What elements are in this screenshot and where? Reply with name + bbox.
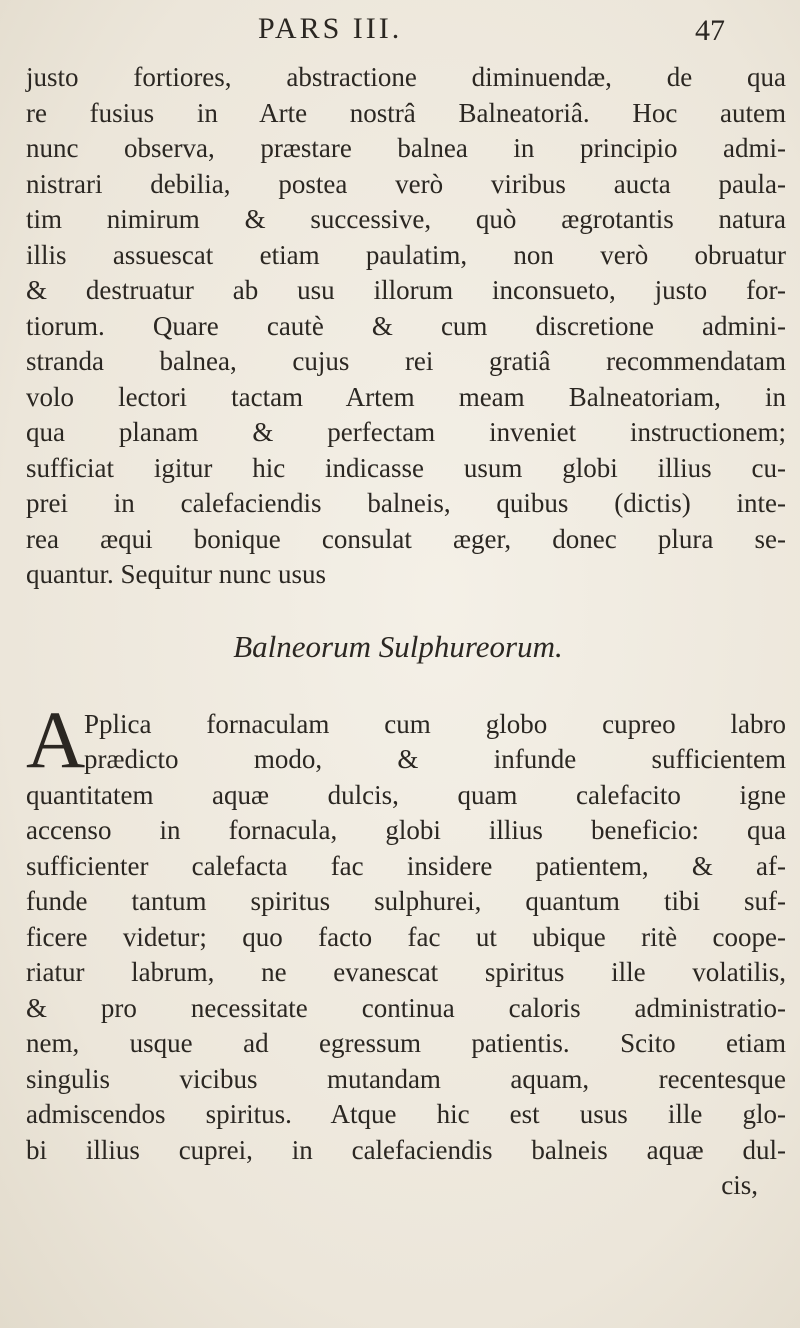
text-block [26,60,786,1204]
text-line: sufficiat igitur hic indicasse usum globi illius cu- [26,452,786,483]
text-line: admiscendos spiritus. Atque hic est usus ille glo- [26,1099,786,1129]
text-line: illis assuescat etiam paulatim, non verò obruatur [26,239,786,270]
text-line: prædicto modo, & infunde sufficientem [84,744,786,774]
text-line: quantitatem aquæ dulcis, quam calefacito igne [26,779,786,810]
text-line: stranda balnea, cujus rei gratiâ recommendatam [26,346,786,376]
text-line: ficere videtur; quo facto fac ut ubique ritè coope- [26,921,786,952]
text-line: re fusius in Arte nostrâ Balneatoriâ. Hoc autem [26,97,786,128]
text-line: qua planam & perfectam inveniet instructionem; [26,417,786,447]
text-line: & pro necessitate continua caloris administratio- [26,992,786,1023]
text-line: tiorum. Quare cautè & cum discretione admini- [26,310,786,341]
text-line: prei in calefaciendis balneis, quibus (dictis) inte- [26,488,786,518]
paragraph-2 [26,693,786,1204]
page-number: 47 [695,14,725,47]
section-title: Balneorum Sulphureorum. [233,628,563,664]
drop-cap: A [26,693,86,785]
text-line: sufficienter calefacta fac insidere patientem, & af- [26,850,786,881]
text-line: funde tantum spiritus sulphurei, quantum tibi suf- [26,886,786,916]
text-line: nem, usque ad egressum patientis. Scito etiam [26,1028,786,1058]
running-head: PARS III. [258,12,403,45]
text-line: tim nimirum & successive, quò ægrotantis natura [26,204,786,234]
text-line: justo fortiores, abstractione diminuendæ, de qua [26,62,786,92]
text-line: volo lectori tactam Artem meam Balneatoriam, in [26,381,786,412]
paragraph-1 [26,60,786,593]
catchword: cis, [721,1170,758,1200]
text-line: Pplica fornaculam cum globo cupreo labro [84,708,786,739]
text-line: nunc observa, præstare balnea in principio admi- [26,133,786,163]
text-line: singulis vicibus mutandam aquam, recentesque [26,1063,786,1094]
text-line: accenso in fornacula, globi illius beneficio: qua [26,815,786,845]
text-line: quantur. Sequitur nunc usus [26,559,326,589]
text-line: rea æqui bonique consulat æger, donec plura se- [26,523,786,554]
text-line: nistrari debilia, postea verò viribus aucta paula- [26,168,786,199]
text-line: bi illius cuprei, in calefaciendis balneis aquæ dul- [26,1134,786,1165]
page-header [0,12,800,52]
text-line: & destruatur ab usu illorum inconsueto, justo for- [26,275,786,305]
text-line: riatur labrum, ne evanescat spiritus ille volatilis, [26,957,786,987]
